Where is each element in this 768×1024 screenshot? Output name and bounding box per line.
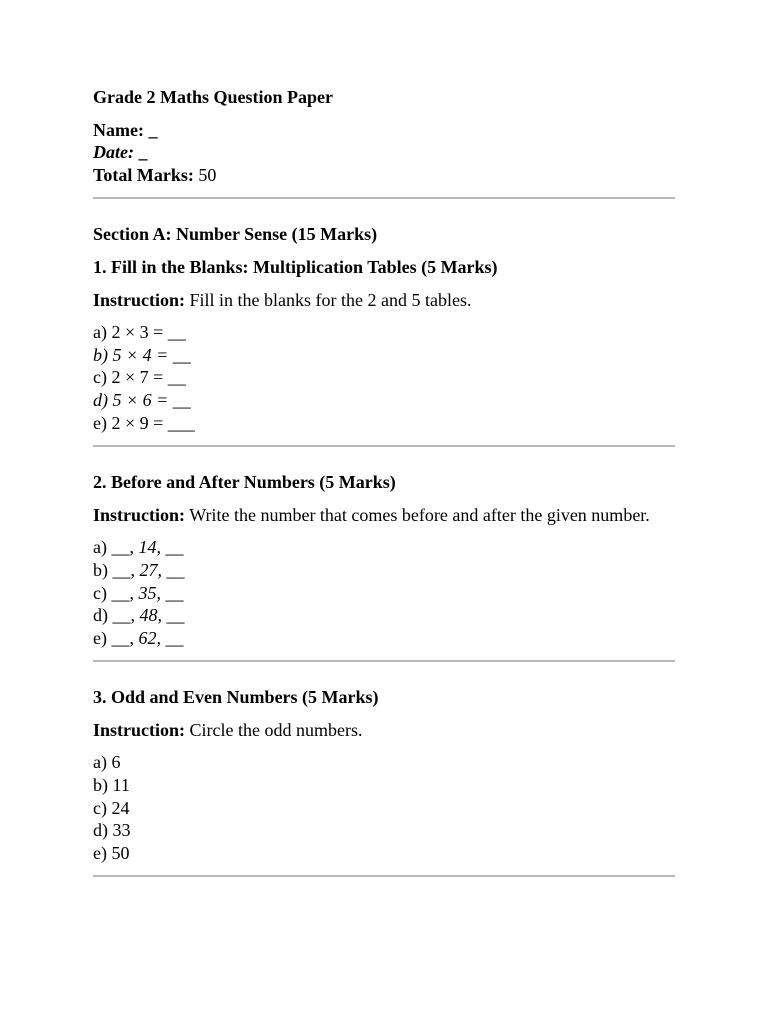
given-number: 14, bbox=[138, 537, 166, 558]
item-prefix: d) __, bbox=[93, 605, 140, 626]
name-line bbox=[93, 119, 675, 142]
list-item: d) 33 bbox=[93, 820, 131, 841]
total-marks-line bbox=[93, 164, 675, 187]
list-item: e) 2 × 9 = ___ bbox=[93, 412, 195, 433]
date-label: Date: bbox=[93, 142, 134, 163]
paper-title: Grade 2 Maths Question Paper bbox=[93, 87, 333, 107]
divider bbox=[93, 197, 675, 199]
q2-instruction-text: Write the number that comes before and after the given number. bbox=[189, 504, 650, 525]
date-blank: _ bbox=[138, 142, 148, 163]
given-number: 48, bbox=[139, 605, 167, 626]
list-item bbox=[93, 627, 675, 650]
item-prefix: c) __, bbox=[93, 582, 139, 603]
item-blank: __ bbox=[165, 582, 184, 603]
q3-title: 3. Odd and Even Numbers (5 Marks) bbox=[93, 687, 379, 708]
total-marks-value: 50 bbox=[198, 164, 217, 185]
section-a-title: Section A: Number Sense (15 Marks) bbox=[93, 224, 378, 245]
q1-title: 1. Fill in the Blanks: Multiplication Tables (5 Marks) bbox=[93, 256, 498, 277]
q3-instruction-text: Circle the odd numbers. bbox=[189, 719, 363, 740]
q3-items bbox=[93, 751, 675, 864]
list-item bbox=[93, 582, 675, 605]
q1-instruction bbox=[93, 289, 675, 312]
name-label: Name: bbox=[93, 119, 144, 140]
date-line bbox=[93, 141, 675, 164]
item-prefix: e) __, bbox=[93, 627, 139, 648]
list-item: e) 50 bbox=[93, 842, 130, 863]
item-blank: __ bbox=[165, 627, 184, 648]
given-number: 62, bbox=[138, 627, 166, 648]
given-number: 35, bbox=[138, 582, 166, 603]
item-blank: __ bbox=[166, 605, 185, 626]
q3-instruction bbox=[93, 719, 675, 742]
total-marks-label: Total Marks: bbox=[93, 164, 194, 185]
item-prefix: a) __, bbox=[93, 537, 139, 558]
q1-instruction-text: Fill in the blanks for the 2 and 5 tables. bbox=[189, 289, 472, 310]
instruction-label: Instruction: bbox=[93, 719, 186, 740]
paper-meta bbox=[93, 119, 675, 187]
instruction-label: Instruction: bbox=[93, 289, 186, 310]
item-prefix: b) __, bbox=[93, 559, 140, 580]
divider bbox=[93, 660, 675, 662]
q2-title: 2. Before and After Numbers (5 Marks) bbox=[93, 472, 396, 493]
list-item: b) 11 bbox=[93, 775, 130, 796]
given-number: 27, bbox=[139, 559, 167, 580]
item-blank: __ bbox=[165, 537, 184, 558]
list-item: b) 5 × 4 = __ bbox=[93, 344, 191, 365]
list-item: c) 24 bbox=[93, 797, 130, 818]
divider bbox=[93, 875, 675, 877]
list-item bbox=[93, 604, 675, 627]
divider bbox=[93, 445, 675, 447]
list-item bbox=[93, 536, 675, 559]
list-item: a) 6 bbox=[93, 752, 121, 773]
list-item bbox=[93, 559, 675, 582]
list-item: a) 2 × 3 = __ bbox=[93, 322, 186, 343]
list-item: c) 2 × 7 = __ bbox=[93, 367, 186, 388]
q2-items bbox=[93, 536, 675, 649]
q2-instruction bbox=[93, 504, 675, 527]
q1-items bbox=[93, 321, 675, 434]
list-item: d) 5 × 6 = __ bbox=[93, 389, 191, 410]
name-blank: _ bbox=[148, 119, 158, 140]
instruction-label: Instruction: bbox=[93, 504, 186, 525]
item-blank: __ bbox=[166, 559, 185, 580]
